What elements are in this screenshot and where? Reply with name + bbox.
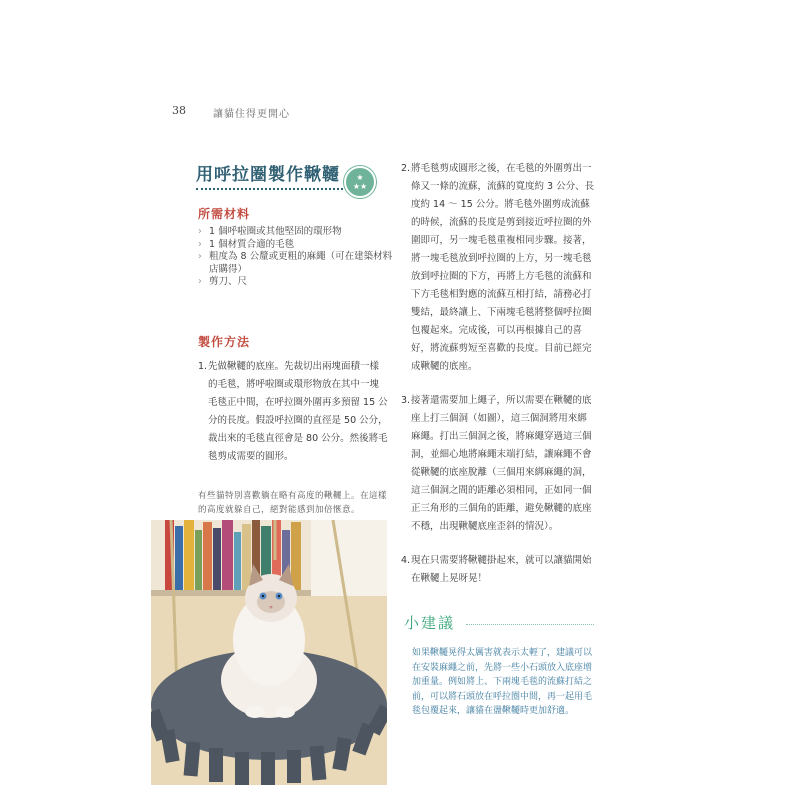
materials-list (198, 226, 393, 289)
step-text: 先做鞦韆的底座。先裁切出兩塊面積一樣的毛毯，將呼啦圈或環形物放在其中一塊毛毯正中間，在呼拉圈外圍再多預留 15 公分的長度。假設呼拉圈的直徑是 50 公分，裁出來的毛毯直徑會是 80 公分。然後將毛毯剪成需要的圓形。 (208, 361, 388, 462)
chevron-right-icon: › (198, 226, 202, 237)
list-item: › 剪刀、尺 (198, 276, 248, 287)
step-4 (401, 552, 595, 588)
step-text: 將毛毯剪成圓形之後，在毛毯的外圍剪出一條又一條的流蘇，流蘇的寬度約 3 公分、長度約 14 ～ 15 公分。將毛毯外圍剪成流蘇的時候，流蘇的長度是剪到接近呼拉圈的外圍即可，另一塊毛毯重複相同步驟。接著，將一塊毛毯放到呼拉圈的上方，另一塊毛毯放到呼拉圈的下方，再將上方毛毯的流蘇和下方毛毯相對應的流蘇互相打結，請務必打雙結，最終讓上、下兩塊毛毯將整個呼拉圈包覆起來。完成後，可以再根據自己的喜好，將流蘇剪短至喜歡的長度。目前已經完成鞦韆的底座。 (411, 163, 595, 372)
step-text: 現在只需要將鞦韆掛起來，就可以讓貓開始在鞦韆上晃呀晃！ (411, 555, 592, 584)
tip-divider (466, 624, 594, 625)
title-divider (196, 188, 343, 190)
tip-body: 如果鞦韆晃得太厲害就表示太輕了，建議可以在安裝麻繩之前，先將一些小石頭放入底座增加重量。例如將上、下兩塊毛毯的流蘇打結之前，可以將石頭放在呼拉圈中間，再一起用毛毯包覆起來，讓貓在盪鞦韆時更加舒適。 (412, 648, 593, 716)
method-heading: 製作方法 (198, 335, 251, 349)
photo-caption: 有些貓特別喜歡躺在略有高度的鞦韆上。在這樣的高度就躲自己，絕對能感到加倍愜意。 (198, 491, 388, 515)
list-item: › 1 個呼啦圈或其他堅固的環形物 (198, 226, 342, 237)
step-number: 4. (401, 555, 411, 566)
page-title: 用呼拉圈製作鞦韆 (196, 165, 340, 185)
step-number: 1. (198, 361, 208, 372)
cat-swing-photo (151, 520, 387, 785)
step-number: 3. (401, 395, 411, 406)
running-title: 讓貓住得更開心 (213, 109, 290, 120)
materials-heading: 所需材料 (198, 207, 251, 221)
step-1 (198, 358, 388, 466)
step-text: 接著還需要加上繩子，所以需要在鞦韆的底座上打三個洞（如圖），這三個洞將用來綁麻繩。打出三個洞之後，將麻繩穿過這三個洞，並細心地將麻繩末端打結，讓麻繩不會從鞦韆的底座脫離（三個用來綁麻繩的洞，這三個洞之間的距離必須相同，正如同一個正三角形的三個角的距離，避免鞦韆的底座不穩，出現鞦韆底座歪斜的情況）。 (411, 395, 592, 532)
chevron-right-icon: › (198, 276, 202, 287)
page-number: 38 (172, 104, 186, 117)
list-item: › 1 個材質合適的毛毯 (198, 238, 295, 250)
tip-heading: 小建議 (404, 614, 456, 632)
chevron-right-icon: › (198, 238, 202, 250)
chevron-right-icon: › (198, 251, 202, 262)
step-3 (401, 392, 595, 536)
step-2 (401, 160, 595, 376)
step-number: 2. (401, 163, 411, 174)
star-badge-icon: ★ ★★ (344, 166, 376, 198)
list-item: › 粗度為 8 公釐或更粗的麻繩（可在建築材料店購得） (198, 251, 393, 275)
